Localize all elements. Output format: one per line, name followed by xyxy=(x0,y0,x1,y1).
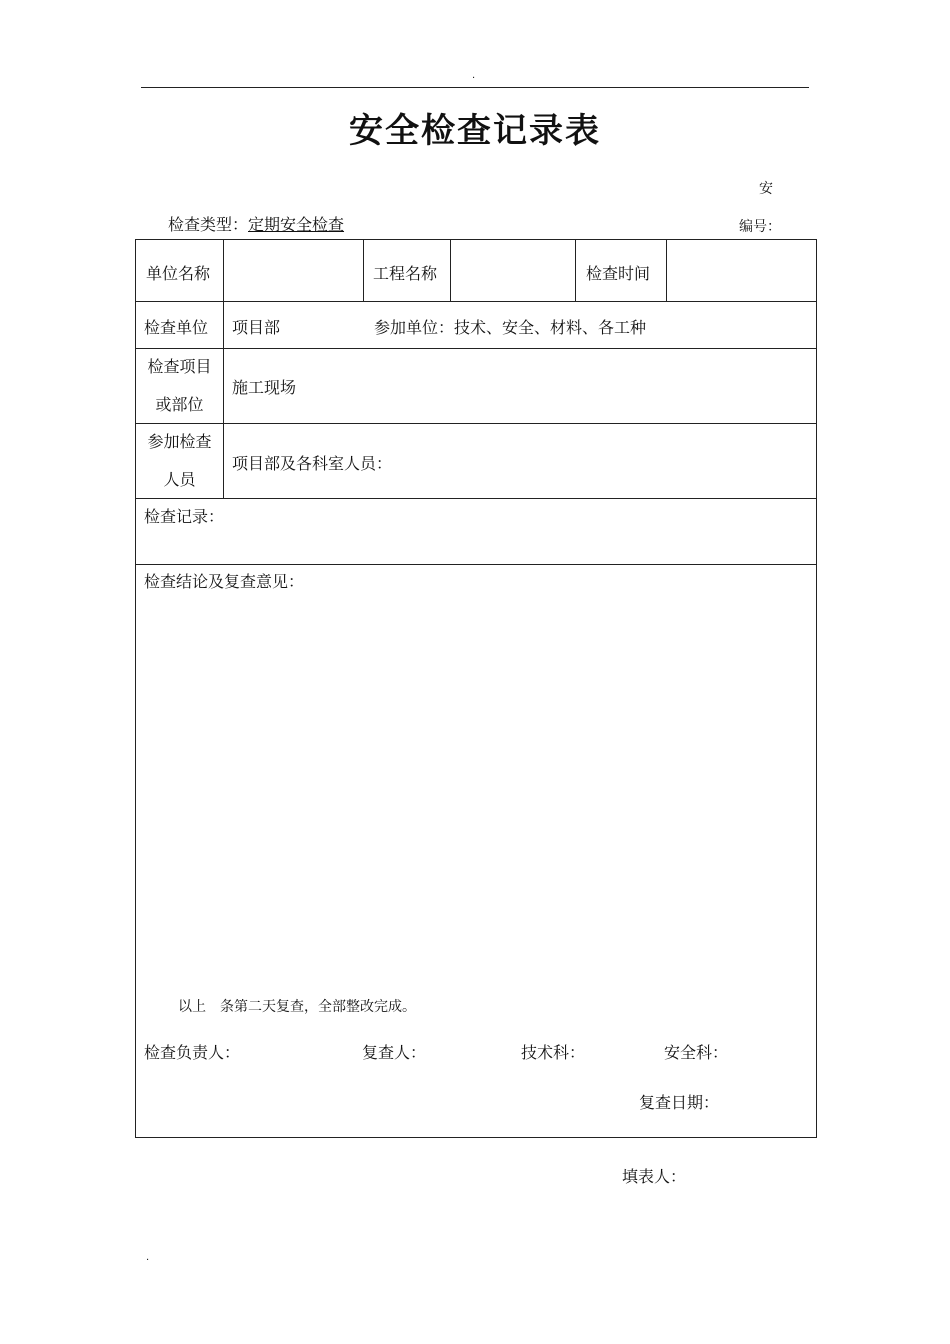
header-mark: . xyxy=(472,70,476,81)
signature-check-leader: 检查负责人： xyxy=(144,1043,241,1062)
column-divider xyxy=(223,240,224,498)
row-divider xyxy=(136,423,816,424)
record-label: 检查记录： xyxy=(144,507,225,526)
check-time-label: 检查时间 xyxy=(586,264,651,283)
inspection-type xyxy=(168,212,352,235)
check-unit-label: 检查单位 xyxy=(144,318,209,337)
column-divider xyxy=(363,240,364,301)
conclusion-label: 检查结论及复查意见： xyxy=(144,572,305,591)
inspection-type-value[interactable]: 定期安全检查 xyxy=(248,215,345,234)
recheck-date-label: 复查日期： xyxy=(639,1093,720,1112)
signature-safety-dept: 安全科： xyxy=(664,1043,729,1062)
check-item-value: 施工现场 xyxy=(232,378,297,397)
footer-mark: . xyxy=(146,1252,150,1263)
inspection-type-label: 检查类型： xyxy=(168,215,249,234)
header-rule xyxy=(141,87,809,88)
recheck-note: 以上 条第二天复查，全部整改完成。 xyxy=(178,999,416,1015)
unit-name-label: 单位名称 xyxy=(146,264,211,283)
code-prefix: 安 xyxy=(759,181,773,197)
row-divider xyxy=(136,301,816,302)
participating-units: 参加单位：技术、安全、材料、各工种 xyxy=(374,318,647,337)
participants-value: 项目部及各科室人员： xyxy=(232,454,393,473)
check-item-label xyxy=(136,348,223,424)
signature-rechecker: 复查人： xyxy=(362,1043,427,1062)
row-divider xyxy=(136,348,816,349)
row-divider xyxy=(136,564,816,565)
filler-label: 填表人： xyxy=(622,1167,687,1186)
number-label: 编号： xyxy=(739,219,781,235)
page-title: 安全检查记录表 xyxy=(349,111,601,151)
participants-label-line1: 参加检查 xyxy=(147,432,212,451)
column-divider xyxy=(450,240,451,301)
column-divider xyxy=(575,240,576,301)
column-divider xyxy=(666,240,667,301)
row-divider xyxy=(136,498,816,499)
check-unit-value: 项目部 xyxy=(232,318,281,337)
check-item-label-line1: 检查项目 xyxy=(147,357,212,376)
inspection-form xyxy=(135,239,817,1138)
check-item-label-line2: 或部位 xyxy=(155,395,204,414)
participants-label-line2: 人员 xyxy=(163,470,196,489)
participants-label xyxy=(136,423,223,499)
signature-tech-dept: 技术科： xyxy=(521,1043,586,1062)
project-name-label: 工程名称 xyxy=(373,264,438,283)
